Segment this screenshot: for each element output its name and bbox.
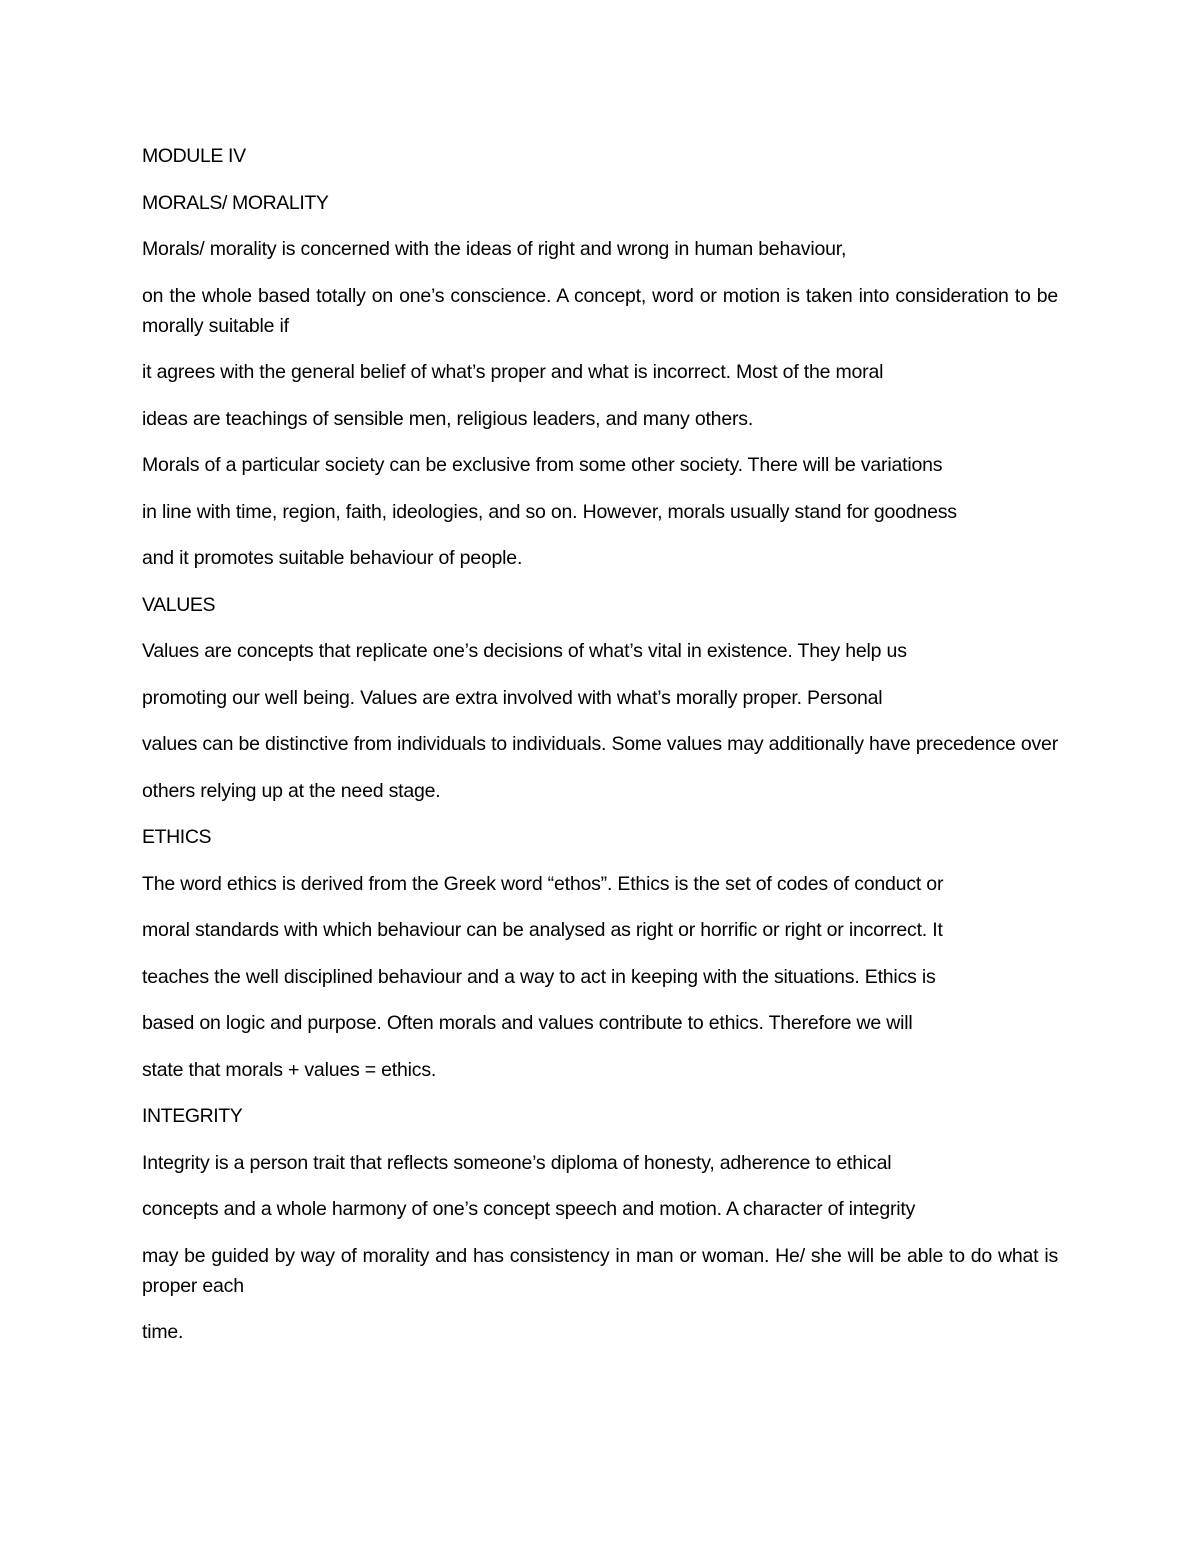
text-line: time.: [142, 1321, 184, 1343]
text-line: based on logic and purpose. Often morals and values contribute to ethics. Therefore we will: [142, 1012, 913, 1034]
text-line: it agrees with the general belief of what’s proper and what is incorrect. Most of the moral: [142, 361, 884, 383]
section-heading-integrity: INTEGRITY: [142, 1105, 243, 1127]
text-line: Values are concepts that replicate one’s decisions of what’s vital in existence. They help us: [142, 640, 907, 662]
text-line: The word ethics is derived from the Greek word “ethos”. Ethics is the set of codes of conduct or: [142, 872, 944, 895]
text-paragraph: values can be distinctive from individuals to individuals. Some values may additionally have precedence over: [142, 733, 1058, 755]
text-line: promoting our well being. Values are extra involved with what’s morally proper. Personal: [142, 686, 883, 709]
text-line: Integrity is a person trait that reflects someone’s diploma of honesty, adherence to ethical: [142, 1151, 892, 1174]
text-line: ideas are teachings of sensible men, religious leaders, and many others.: [142, 407, 754, 430]
text-line: moral standards with which behaviour can be analysed as right or horrific or right or incorrect. It: [142, 919, 943, 941]
text-line: concepts and a whole harmony of one’s concept speech and motion. A character of integrity: [142, 1198, 916, 1220]
module-title: MODULE IV: [142, 145, 246, 167]
document-body: [142, 141, 1058, 1364]
text-line: in line with time, region, faith, ideologies, and so on. However, morals usually stand for goodness: [142, 500, 957, 523]
text-line: Morals/ morality is concerned with the ideas of right and wrong in human behaviour,: [142, 238, 847, 260]
text-line: and it promotes suitable behaviour of people.: [142, 547, 523, 569]
text-paragraph: on the whole based totally on one’s conscience. A concept, word or motion is taken into consideration to be morally suitable if: [142, 284, 1058, 337]
text-line: Morals of a particular society can be exclusive from some other society. There will be variations: [142, 454, 943, 476]
text-line: teaches the well disciplined behaviour and a way to act in keeping with the situations. Ethics is: [142, 965, 936, 988]
text-line: others relying up at the need stage.: [142, 779, 441, 802]
text-paragraph: may be guided by way of morality and has consistency in man or woman. He/ she will be able to do what is proper each: [142, 1244, 1058, 1297]
section-heading-values: VALUES: [142, 593, 216, 616]
section-heading-ethics: ETHICS: [142, 826, 212, 848]
section-heading-morals: MORALS/ MORALITY: [142, 191, 329, 214]
text-line: state that morals + values = ethics.: [142, 1058, 437, 1081]
